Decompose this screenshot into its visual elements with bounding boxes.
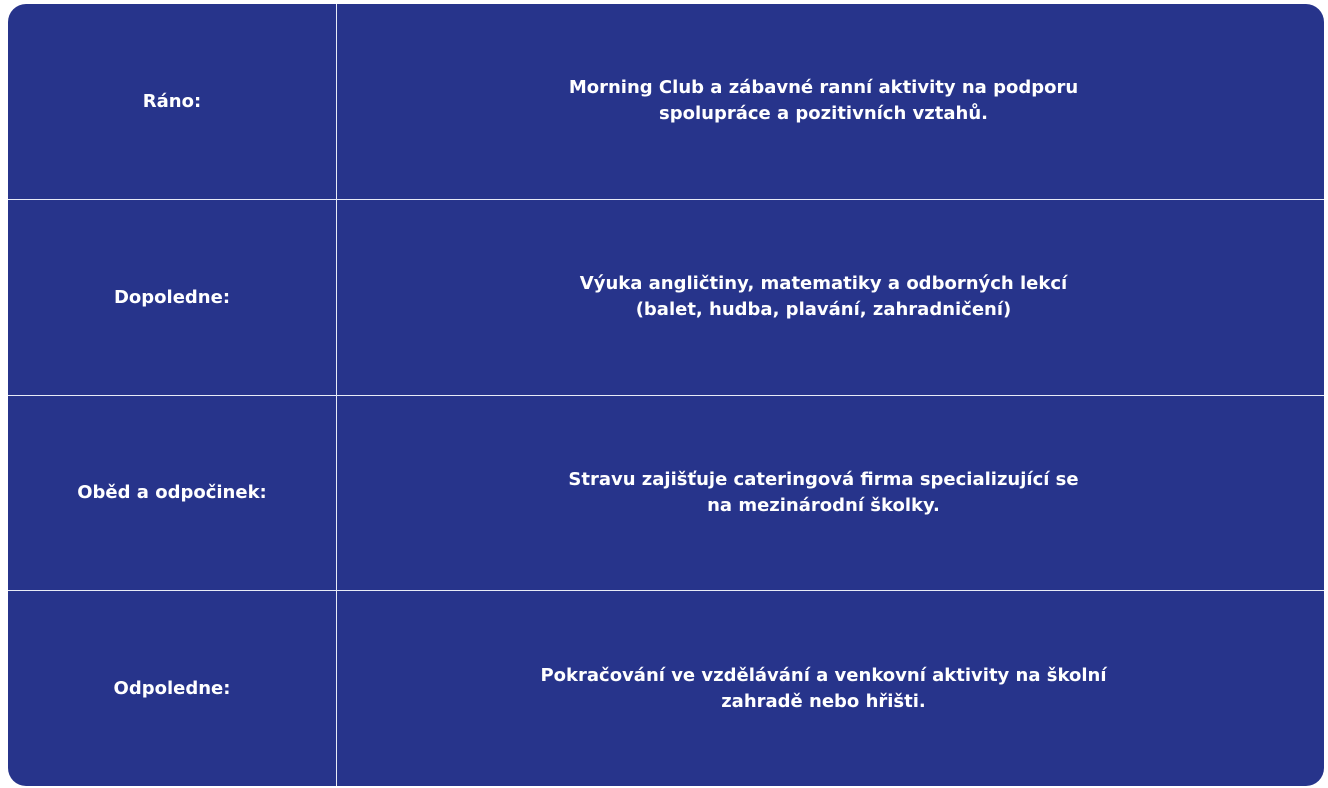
schedule-row-afternoon [8, 590, 1324, 786]
row-label-morning: Ráno: [8, 4, 337, 199]
schedule-row-forenoon [8, 199, 1324, 395]
row-label-afternoon: Odpoledne: [8, 591, 337, 786]
description-line: Pokračování ve vzdělávání a venkovní aktivity na školní [540, 664, 1107, 686]
description-line: spolupráce a pozitivních vztahů. [659, 103, 988, 125]
description-line: (balet, hudba, plavání, zahradničení) [635, 299, 1012, 321]
row-description-afternoon [337, 591, 1324, 786]
description-line: na mezinárodní školky. [707, 494, 940, 516]
row-label-forenoon: Dopoledne: [8, 200, 337, 395]
row-description-lunch [337, 396, 1324, 591]
description-line: Výuka angličtiny, matematiky a odborných lekcí [579, 273, 1068, 295]
row-description-morning [337, 4, 1324, 199]
row-description-forenoon [337, 200, 1324, 395]
description-line: Morning Club a zábavné ranní aktivity na podporu [568, 77, 1079, 99]
description-line: zahradě nebo hřišti. [721, 690, 926, 712]
schedule-row-morning [8, 4, 1324, 199]
daily-schedule-table [8, 4, 1324, 786]
row-label-lunch: Oběd a odpočinek: [8, 396, 337, 591]
schedule-row-lunch [8, 395, 1324, 591]
description-line: Stravu zajišťuje cateringová firma specializující se [568, 468, 1079, 490]
